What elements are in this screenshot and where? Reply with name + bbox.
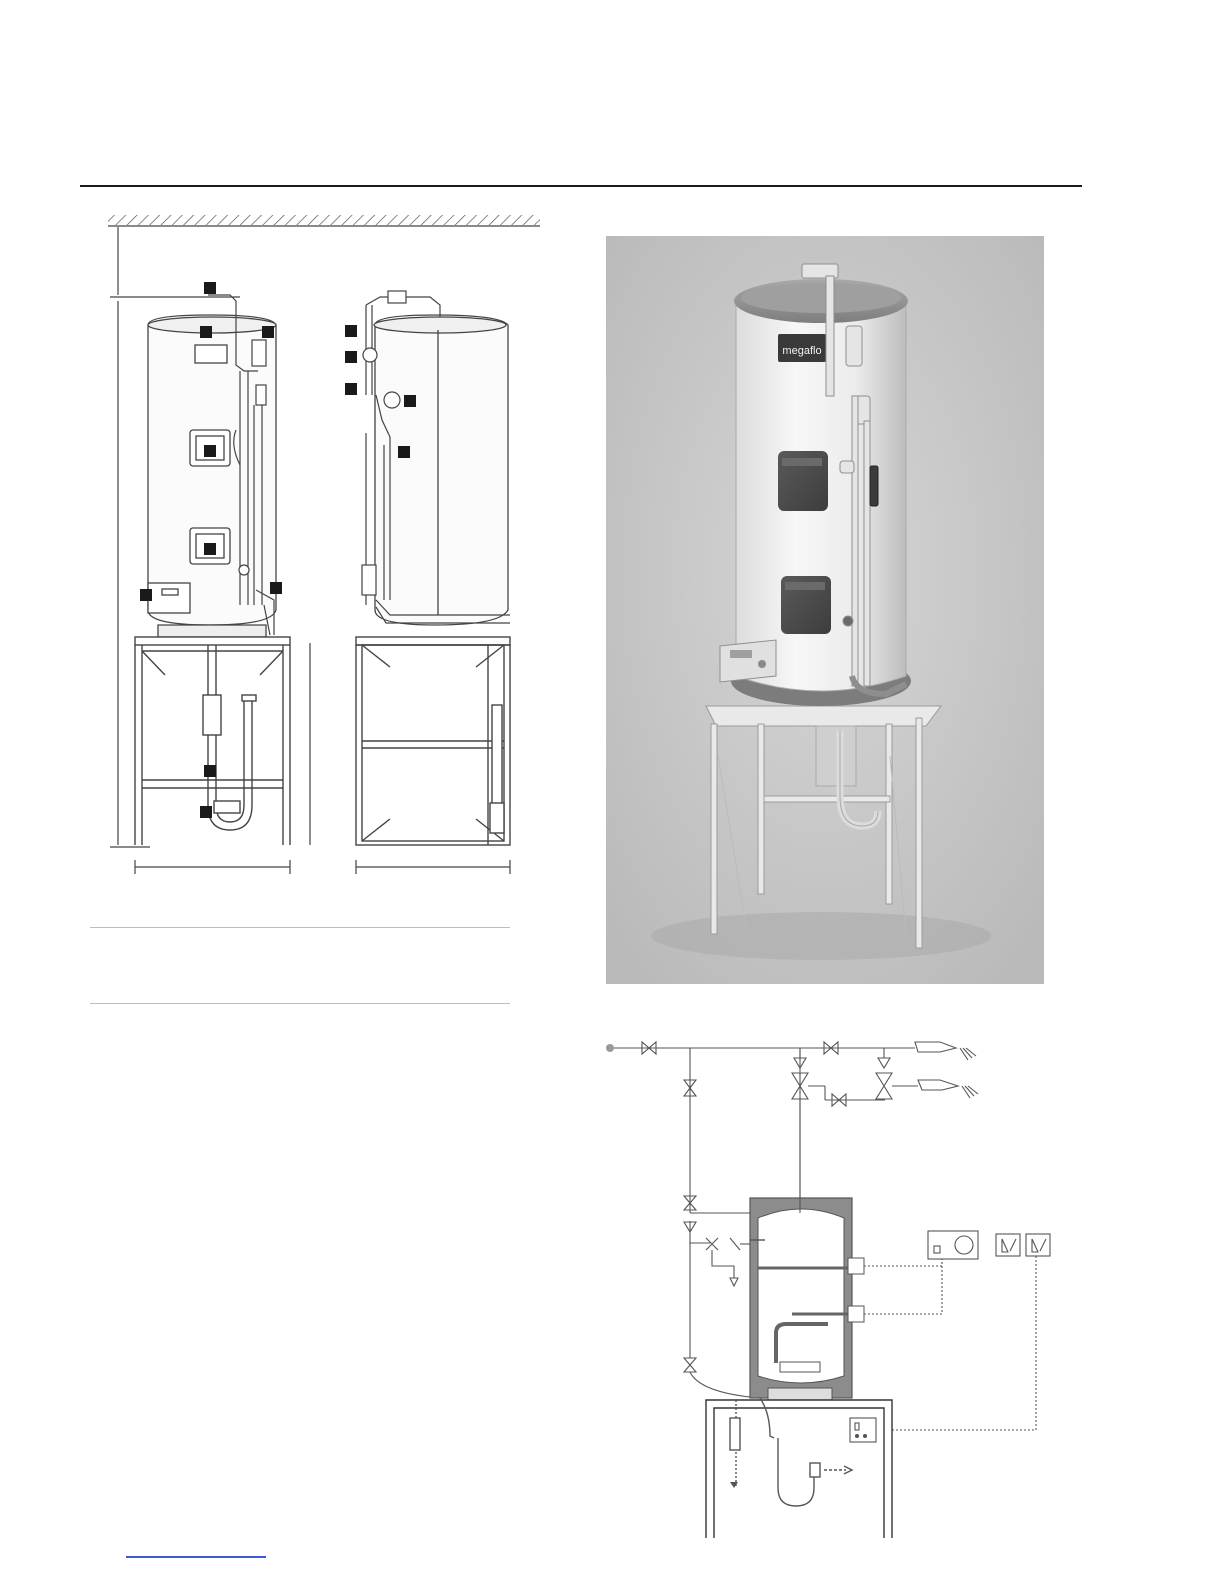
technical-drawing bbox=[90, 205, 550, 895]
schematic-controls bbox=[850, 1231, 1050, 1442]
side-view-stand bbox=[356, 637, 510, 845]
side-view-cylinder bbox=[374, 315, 508, 625]
footer-link-underline[interactable] bbox=[126, 1556, 266, 1558]
system-schematic bbox=[600, 1018, 1070, 1548]
brand-text: megaflo bbox=[782, 345, 822, 357]
brand-label bbox=[778, 334, 826, 362]
header-divider bbox=[80, 185, 1082, 187]
schematic-cylinder bbox=[750, 1048, 864, 1400]
front-view-stand bbox=[135, 637, 290, 845]
left-separator-bottom bbox=[90, 1003, 510, 1004]
photo-controller bbox=[720, 640, 776, 682]
product-photo bbox=[606, 236, 1044, 984]
left-separator-top bbox=[90, 927, 510, 928]
